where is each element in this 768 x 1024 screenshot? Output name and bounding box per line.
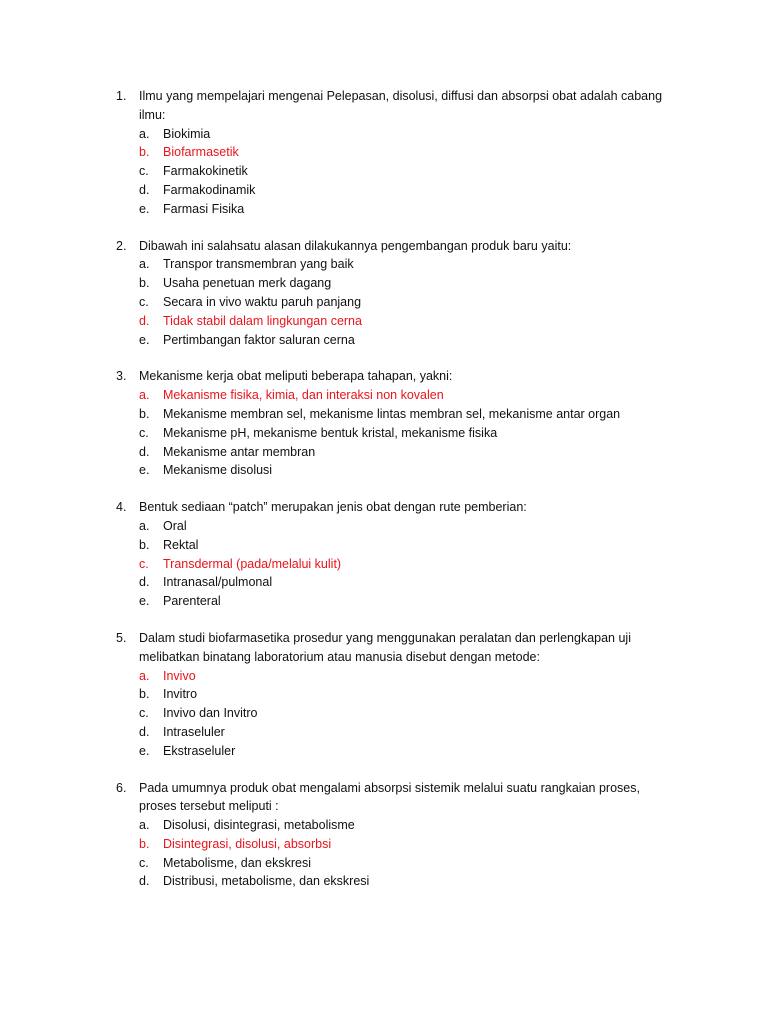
option-text: Metabolisme, dan ekskresi xyxy=(163,855,311,870)
question-row xyxy=(0,629,768,667)
answer-option xyxy=(0,424,768,443)
option-list xyxy=(0,386,768,480)
question-block xyxy=(0,629,768,761)
option-list xyxy=(0,517,768,611)
answer-option xyxy=(0,162,768,181)
correct-answer-option xyxy=(0,312,768,331)
answer-option xyxy=(0,854,768,873)
question-row xyxy=(0,498,768,517)
option-letter: d. xyxy=(139,724,150,739)
option-text: Secara in vivo waktu paruh panjang xyxy=(163,294,362,309)
question-number: 2. xyxy=(116,238,127,253)
answer-option xyxy=(0,517,768,536)
question-text: Dibawah ini salahsatu alasan dilakukannya pengembangan produk baru yaitu: xyxy=(139,238,572,253)
option-text: Pertimbangan faktor saluran cerna xyxy=(163,332,355,347)
option-letter: a. xyxy=(139,257,150,272)
answer-option xyxy=(0,405,768,424)
option-letter: c. xyxy=(139,425,149,440)
option-letter: e. xyxy=(139,332,150,347)
option-text: Transpor transmembran yang baik xyxy=(163,257,354,272)
answer-option xyxy=(0,742,768,761)
option-text: Farmakokinetik xyxy=(163,164,248,179)
option-text: Usaha penetuan merk dagang xyxy=(163,276,332,291)
option-text: Rektal xyxy=(163,537,199,552)
option-list xyxy=(0,667,768,761)
option-letter: a. xyxy=(139,668,150,683)
option-text: Invitro xyxy=(163,687,198,702)
answer-option xyxy=(0,255,768,274)
option-text: Mekanisme pH, mekanisme bentuk kristal, mekanisme fisika xyxy=(163,425,498,440)
question-block xyxy=(0,367,768,480)
answer-option xyxy=(0,331,768,350)
option-list xyxy=(0,255,768,349)
answer-option xyxy=(0,181,768,200)
option-letter: d. xyxy=(139,874,150,889)
question-text: Pada umumnya produk obat mengalami absorpsi sistemik melalui suatu rangkaian proses, proses tersebut meliputi : xyxy=(139,780,640,814)
option-letter: d. xyxy=(139,313,150,328)
option-text: Biofarmasetik xyxy=(163,145,239,160)
option-text: Invivo dan Invitro xyxy=(163,706,258,721)
correct-answer-option xyxy=(0,835,768,854)
option-letter: c. xyxy=(139,164,149,179)
answer-option xyxy=(0,125,768,144)
question-block xyxy=(0,237,768,350)
option-letter: e. xyxy=(139,463,150,478)
option-letter: d. xyxy=(139,575,150,590)
option-list xyxy=(0,816,768,891)
option-letter: a. xyxy=(139,126,150,141)
option-letter: b. xyxy=(139,537,150,552)
question-number: 4. xyxy=(116,500,127,515)
option-letter: e. xyxy=(139,743,150,758)
option-text: Mekanisme membran sel, mekanisme lintas membran sel, mekanisme antar organ xyxy=(163,406,621,421)
answer-option xyxy=(0,536,768,555)
answer-option xyxy=(0,592,768,611)
option-letter: a. xyxy=(139,818,150,833)
option-text: Mekanisme antar membran xyxy=(163,444,316,459)
correct-answer-option xyxy=(0,143,768,162)
question-text: Dalam studi biofarmasetika prosedur yang menggunakan peralatan dan perlengkapan uji melibatkan binatang laboratorium atau manusia disebut dengan metode: xyxy=(139,630,631,664)
option-letter: b. xyxy=(139,276,150,291)
option-text: Biokimia xyxy=(163,126,211,141)
option-text: Disintegrasi, disolusi, absorbsi xyxy=(163,836,332,851)
option-text: Mekanisme fisika, kimia, dan interaksi non kovalen xyxy=(163,388,444,403)
correct-answer-option xyxy=(0,555,768,574)
answer-option xyxy=(0,872,768,891)
question-row xyxy=(0,87,768,125)
question-text: Mekanisme kerja obat meliputi beberapa tahapan, yakni: xyxy=(139,369,453,384)
question-row xyxy=(0,367,768,386)
answer-option xyxy=(0,704,768,723)
answer-option xyxy=(0,200,768,219)
option-letter: b. xyxy=(139,836,150,851)
option-text: Distribusi, metabolisme, dan ekskresi xyxy=(163,874,370,889)
correct-answer-option xyxy=(0,386,768,405)
option-letter: b. xyxy=(139,406,150,421)
option-letter: e. xyxy=(139,594,150,609)
question-row xyxy=(0,237,768,256)
option-text: Invivo xyxy=(163,668,196,683)
answer-option xyxy=(0,443,768,462)
option-letter: d. xyxy=(139,444,150,459)
question-number: 5. xyxy=(116,630,127,645)
option-letter: c. xyxy=(139,556,149,571)
answer-option xyxy=(0,461,768,480)
correct-answer-option xyxy=(0,667,768,686)
option-text: Oral xyxy=(163,518,187,533)
option-text: Tidak stabil dalam lingkungan cerna xyxy=(163,313,362,328)
question-row xyxy=(0,779,768,817)
option-text: Intraseluler xyxy=(163,724,225,739)
option-text: Farmakodinamik xyxy=(163,182,256,197)
option-letter: c. xyxy=(139,706,149,721)
option-text: Parenteral xyxy=(163,594,221,609)
answer-option xyxy=(0,685,768,704)
answer-option xyxy=(0,816,768,835)
question-number: 6. xyxy=(116,780,127,795)
answer-option xyxy=(0,723,768,742)
answer-option xyxy=(0,274,768,293)
option-letter: e. xyxy=(139,201,150,216)
answer-option xyxy=(0,293,768,312)
option-text: Transdermal (pada/melalui kulit) xyxy=(163,556,342,571)
option-text: Ekstraseluler xyxy=(163,743,236,758)
option-text: Farmasi Fisika xyxy=(163,201,245,216)
option-letter: b. xyxy=(139,145,150,160)
option-letter: a. xyxy=(139,388,150,403)
option-text: Intranasal/pulmonal xyxy=(163,575,273,590)
option-letter: c. xyxy=(139,294,149,309)
option-letter: d. xyxy=(139,182,150,197)
option-text: Disolusi, disintegrasi, metabolisme xyxy=(163,818,355,833)
question-block xyxy=(0,87,768,219)
option-text: Mekanisme disolusi xyxy=(163,463,273,478)
answer-option xyxy=(0,573,768,592)
question-text: Bentuk sediaan “patch” merupakan jenis obat dengan rute pemberian: xyxy=(139,500,527,515)
option-letter: b. xyxy=(139,687,150,702)
question-number: 1. xyxy=(116,89,127,103)
question-block xyxy=(0,498,768,611)
question-text: Ilmu yang mempelajari mengenai Pelepasan, disolusi, diffusi dan absorpsi obat adalah cabang ilmu: xyxy=(139,89,663,122)
option-letter: c. xyxy=(139,855,149,870)
question-number: 3. xyxy=(116,369,127,384)
question-block xyxy=(0,779,768,892)
option-letter: a. xyxy=(139,518,150,533)
option-list xyxy=(0,125,768,219)
